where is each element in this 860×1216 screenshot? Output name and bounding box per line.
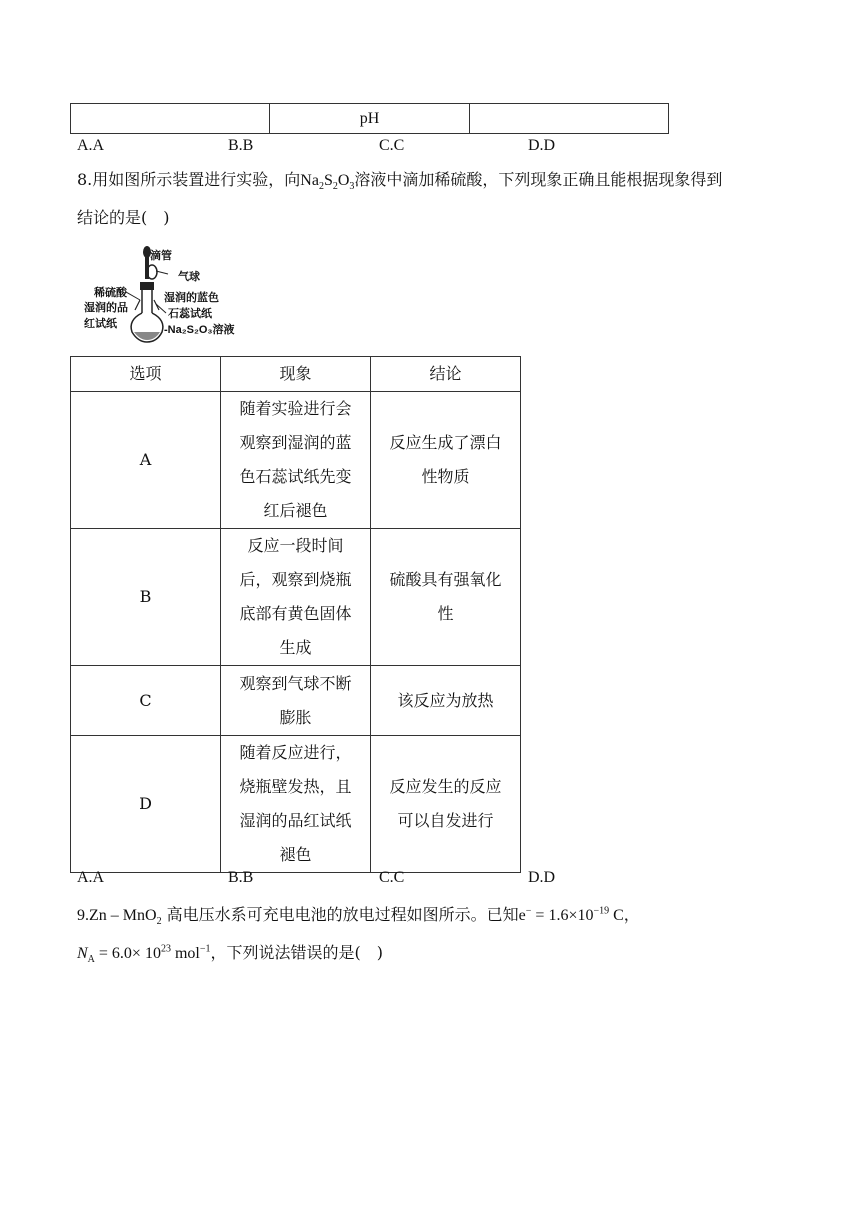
option-c: C.C [379,137,405,154]
top-table-ph: pH [359,110,380,127]
table-row [71,666,521,736]
label-solution: -Na₂S₂O₃溶液 [164,324,235,336]
top-table-cell-3 [469,103,669,134]
row-conclusion: 反应生成了漂白 性物质 [371,392,521,529]
battery-formula: Zn – MnO$_2$ [89,907,162,928]
row-conclusion: 反应发生的反应 可以自发进行 [371,736,521,873]
question-8-line-1: 8.用如图所示装置进行实验，向$Na_2S_2O_3$溶液中滴加稀硫酸，下列现象正确且能根据现象得到 [77,170,723,193]
label-acid: 稀硫酸 [94,287,127,299]
row-option: C [71,666,221,736]
label-pink-paper-1: 湿润的品 [84,302,128,314]
table-row [71,529,521,666]
row-option: B [71,529,221,666]
electron-charge: $e^- = 1.6\times 10^{-19}$ C， [518,905,640,924]
row-conclusion: 该反应为放热 [371,666,521,736]
row-phenomenon: 观察到气球不断 膨胀 [221,666,371,736]
top-table-cell-2 [269,103,470,134]
label-dropper: 滴管 [150,250,172,262]
row-option: D [71,736,221,873]
option-c: C.C [379,869,405,886]
reagent-formula: $Na_2S_2O_3$ [300,172,355,193]
row-phenomenon: 反应一段时间 后，观察到烧瓶 底部有黄色固体 生成 [221,529,371,666]
row-phenomenon: 随着反应进行， 烧瓶壁发热，且 湿润的品红试纸 褪色 [221,736,371,873]
table-header-row [71,357,521,392]
top-table-cell-1 [70,103,270,134]
table-row [71,392,521,529]
label-pink-paper-2: 红试纸 [84,318,117,330]
row-option: A [71,392,221,529]
label-balloon: 气球 [178,271,200,283]
header-phenomenon: 现象 [221,357,371,392]
label-litmus-1: 湿润的蓝色 [164,292,219,304]
option-d: D.D [528,869,556,886]
option-a: A.A [77,137,105,154]
question-8-line-2: 结论的是( ) [77,208,170,227]
option-d: D.D [528,137,556,154]
question-9-line-1: 9.Zn – MnO$_2$ 高电压水系可充电电池的放电过程如图所示。已知$e^- = 1.6\times 10^{-19}$ C， [77,905,640,928]
row-conclusion: 硫酸具有强氧化 性 [371,529,521,666]
header-option: 选项 [71,357,221,392]
avogadro-constant: $N_A = 6.0\times 10^{23}$ mol$^{-1}$ [77,943,211,966]
options-table [70,356,521,873]
table-row [71,736,521,873]
label-litmus-2: 石蕊试纸 [168,308,212,320]
apparatus-figure [80,238,245,346]
header-conclusion: 结论 [371,357,521,392]
option-b: B.B [228,869,254,886]
option-b: B.B [228,137,254,154]
question-9-line-2: $N_A = 6.0\times 10^{23}$ mol$^{-1}$，下列说法错误的是( ) [77,943,383,966]
row-phenomenon: 随着实验进行会 观察到湿润的蓝 色石蕊试纸先变 红后褪色 [221,392,371,529]
option-a: A.A [77,869,105,886]
